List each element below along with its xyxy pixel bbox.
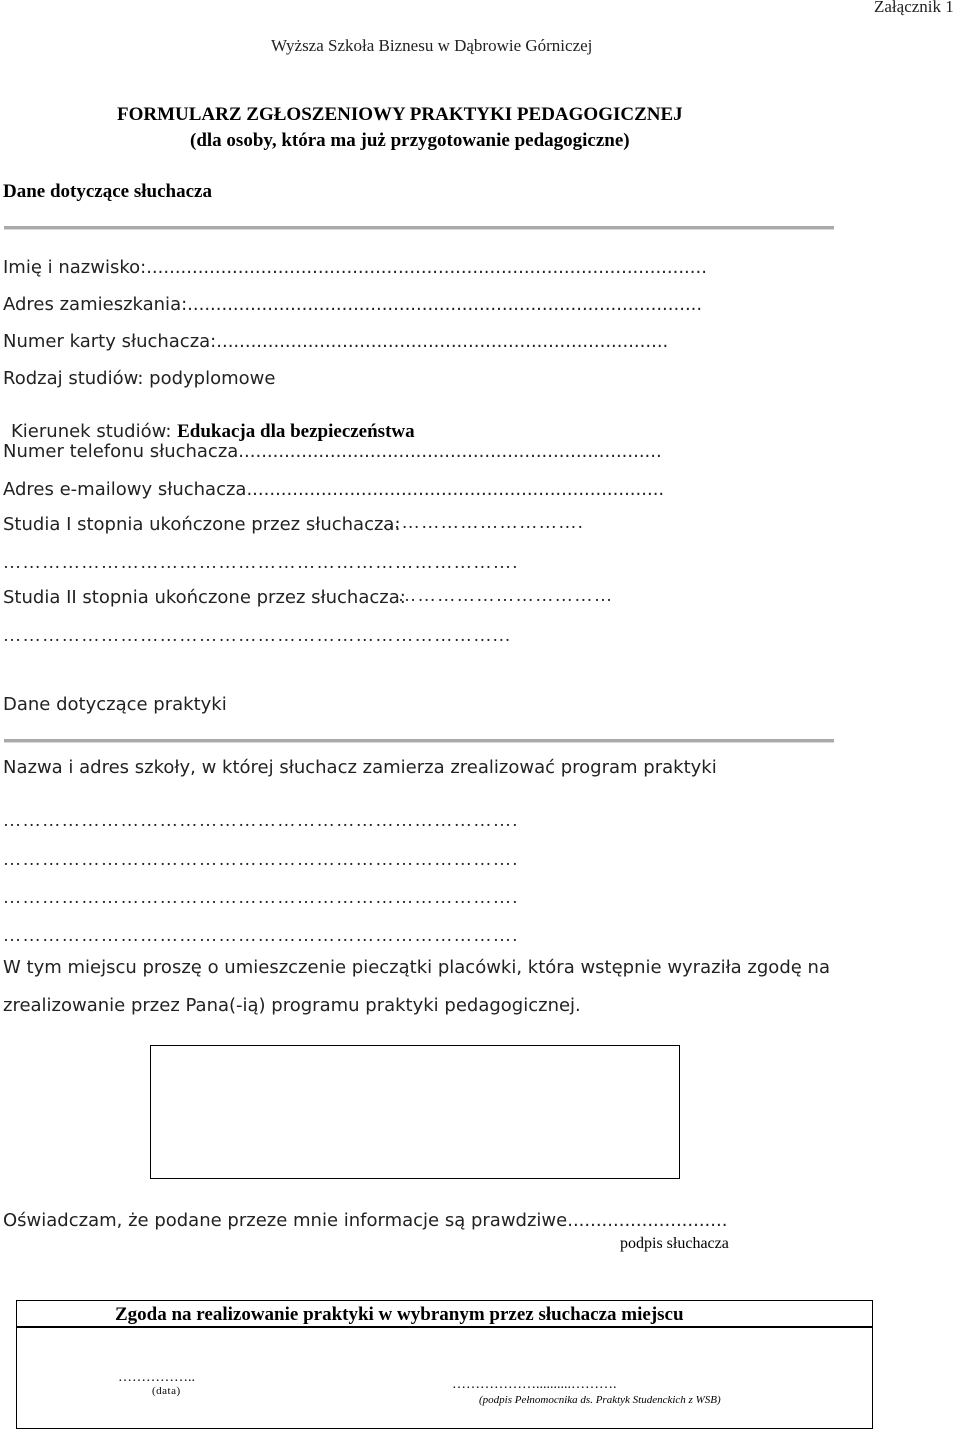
delegate-signature-label: (podpis Pełnomocnika ds. Praktyk Studenckich z WSB) [479, 1394, 721, 1406]
student-section-heading: Dane dotyczące słuchacza [3, 181, 212, 202]
attachment-label: Załącznik 1 [874, 0, 954, 16]
practice-school-label: Nazwa i adres szkoły, w której słuchacz zamierza zrealizować program praktyki [3, 757, 717, 778]
stamp-instruction-line-1: W tym miejscu proszę o umieszczenie pieczątki placówki, która wstępnie wyraziła zgodę na [3, 957, 830, 978]
consent-title-divider [16, 1326, 872, 1328]
date-dots[interactable]: …………….. [118, 1370, 195, 1385]
stamp-box[interactable] [150, 1045, 680, 1179]
section-divider [4, 226, 834, 230]
first-degree-label: Studia I stopnia ukończone przez słuchacza: [3, 514, 401, 535]
practice-school-line-1[interactable]: ……………………………………………………………………. [3, 810, 519, 830]
school-name: Wyższa Szkoła Biznesu w Dąbrowie Górniczej [271, 36, 593, 55]
study-field-row [3, 403, 415, 443]
stamp-instruction-line-2: zrealizowanie przez Pana(-ią) programu praktyki pedagogicznej. [3, 995, 581, 1016]
address-field[interactable]: Adres zamieszkania:.......................................................................................... [3, 294, 703, 315]
student-card-field[interactable]: Numer karty słuchacza:............................................................................... [3, 331, 669, 352]
second-degree-fill-line[interactable]: …………………………… [398, 585, 614, 605]
email-field[interactable]: Adres e-mailowy słuchacza......................................................................... [3, 479, 665, 500]
study-field-label: Kierunek studiów: [11, 421, 178, 442]
phone-field[interactable]: Numer telefonu słuchacza.......................................................................... [3, 441, 662, 462]
practice-section-heading: Dane dotyczące praktyki [3, 694, 227, 715]
second-degree-label: Studia II stopnia ukończone przez słuchacza: [3, 587, 406, 608]
study-field-value: Edukacja dla bezpieczeństwa [177, 421, 415, 442]
form-title: FORMULARZ ZGŁOSZENIOWY PRAKTYKI PEDAGOGICZNEJ [117, 104, 683, 125]
date-label: (data) [152, 1385, 181, 1397]
second-degree-fill-line-2[interactable]: …………………………………………………………………... [3, 625, 512, 645]
student-signature-label: podpis słuchacza [620, 1235, 729, 1252]
form-subtitle: (dla osoby, która ma już przygotowanie pedagogiczne) [190, 130, 630, 151]
declaration-text: Oświadczam, że podane przeze mnie informacje są prawdziwe............................ [3, 1210, 728, 1231]
name-field[interactable]: Imię i nazwisko:.................................................................................................. [3, 257, 707, 278]
consent-title: Zgoda na realizowanie praktyki w wybranym przez słuchacza miejscu [115, 1304, 684, 1325]
practice-school-line-3[interactable]: ……………………………………………………………………. [3, 887, 519, 907]
first-degree-fill-line-2[interactable]: ……………………………………………………………………. [3, 552, 519, 572]
first-degree-fill-line[interactable]: …………………………. [382, 512, 585, 532]
delegate-signature-dots[interactable]: ………………..........………. [452, 1377, 617, 1392]
study-type-label: Rodzaj studiów: podyplomowe [3, 368, 276, 389]
practice-school-line-2[interactable]: ……………………………………………………………………. [3, 849, 519, 869]
section-divider [4, 739, 834, 743]
practice-school-line-4[interactable]: ……………………………………………………………………. [3, 925, 519, 945]
